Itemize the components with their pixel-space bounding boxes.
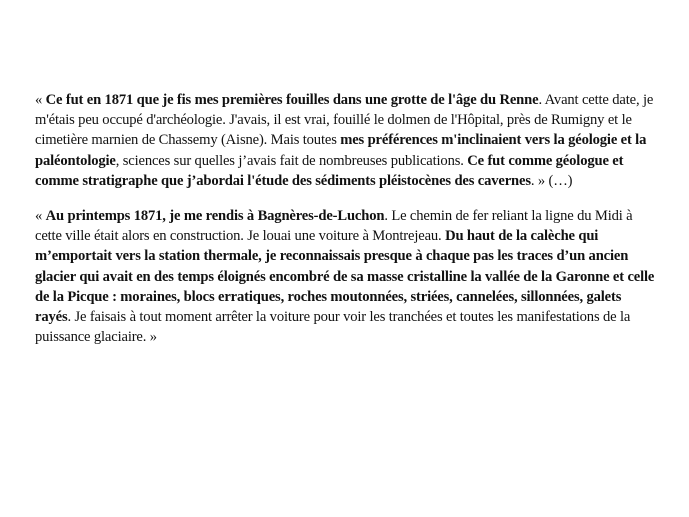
text-segment: . » (…) [530, 172, 573, 189]
text-segment-bold: Au printemps 1871, je me rendis à Bagnères-de-Luchon [45, 208, 385, 225]
text-segment-bold: mes préférences m'inclinaient vers la géologie et la paléontologie [35, 132, 647, 169]
paragraph-luchon-journey [35, 206, 657, 347]
text-segment-bold: Du haut de la calèche qui m’emportait vers la station thermale, je reconnaissais presque à chaque pas les traces d’un ancien glacier qui avait en des temps éloignés encombré de sa masse cristalline la vallée de la Garonne et celle de la Picque : moraines, blocs erratiques, roches moutonnées, striées, cannelées, sillonnées, galets rayés [35, 228, 655, 326]
text-segment-bold: Ce fut comme géologue et comme stratigraphe que j’abordai l'étude des sédiments pléistocènes des cavernes [35, 152, 624, 189]
text-segment: . Je faisais à tout moment arrêter la voiture pour voir les tranchées et toutes les manifestations de la puissance glaciaire. » [35, 309, 631, 346]
paragraph-first-excavation [35, 90, 657, 191]
text-segment: . Le chemin de fer reliant la ligne du Midi à cette ville était alors en construction. Je louai une voiture à Montrejeau. [35, 208, 633, 245]
text-segment: . Avant cette date, je m'étais peu occupé d'archéologie. J'avais, il est vrai, fouillé le dolmen de l'Hôpital, près de Rumigny et le cimetière marnien de Chassemy (Aisne). Mais toutes [35, 92, 654, 149]
document-page [35, 90, 657, 347]
text-segment-bold: Ce fut en 1871 que je fis mes premières fouilles dans une grotte de l'âge du Renne [45, 92, 539, 108]
text-segment: , sciences sur quelles j’avais fait de nombreuses publications. [115, 152, 468, 169]
text-segment: « [35, 92, 46, 108]
text-segment: « [35, 208, 46, 225]
